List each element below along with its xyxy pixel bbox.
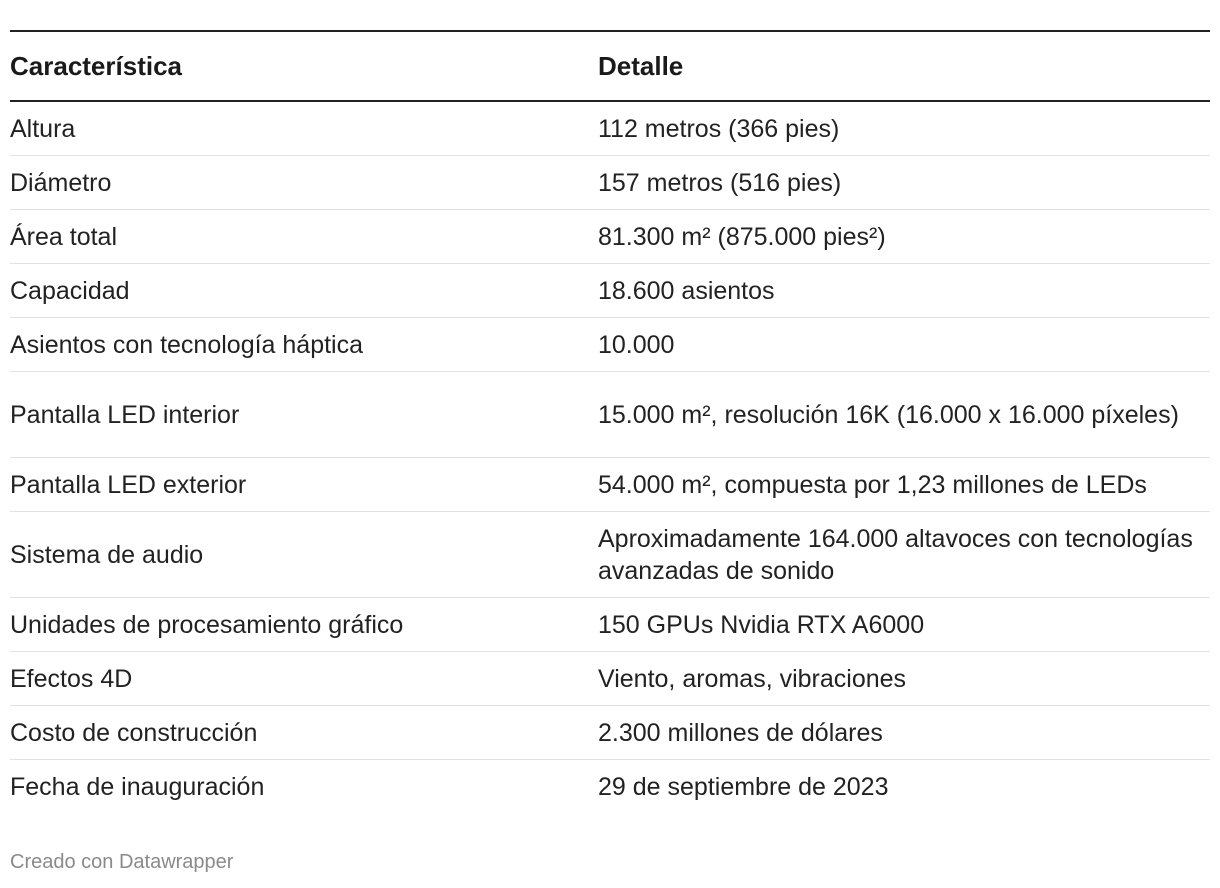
cell-detalle: 150 GPUs Nvidia RTX A6000 xyxy=(598,598,1210,652)
footer-credit[interactable]: Creado con Datawrapper xyxy=(10,851,234,873)
cell-caracteristica: Efectos 4D xyxy=(10,652,598,706)
cell-detalle: 10.000 xyxy=(598,318,1210,372)
cell-detalle: 15.000 m², resolución 16K (16.000 x 16.000 píxeles) xyxy=(598,372,1210,458)
table-row xyxy=(10,598,1210,652)
cell-caracteristica: Sistema de audio xyxy=(10,512,598,598)
cell-detalle: 157 metros (516 pies) xyxy=(598,156,1210,210)
cell-detalle: 18.600 asientos xyxy=(598,264,1210,318)
cell-detalle: 81.300 m² (875.000 pies²) xyxy=(598,210,1210,264)
cell-detalle: 2.300 millones de dólares xyxy=(598,706,1210,760)
data-table xyxy=(10,30,1210,813)
cell-detalle: 112 metros (366 pies) xyxy=(598,101,1210,156)
table-row xyxy=(10,264,1210,318)
cell-caracteristica: Pantalla LED exterior xyxy=(10,458,598,512)
table-row xyxy=(10,372,1210,458)
table-row xyxy=(10,318,1210,372)
cell-caracteristica: Costo de construcción xyxy=(10,706,598,760)
cell-caracteristica: Unidades de procesamiento gráfico xyxy=(10,598,598,652)
table-body xyxy=(10,101,1210,813)
table-row xyxy=(10,156,1210,210)
table-row xyxy=(10,512,1210,598)
cell-caracteristica: Área total xyxy=(10,210,598,264)
table-row xyxy=(10,101,1210,156)
cell-detalle: 29 de septiembre de 2023 xyxy=(598,772,889,801)
cell-caracteristica: Diámetro xyxy=(10,156,598,210)
cell-caracteristica: Fecha de inauguración xyxy=(10,772,265,801)
header-row xyxy=(10,31,1210,101)
column-header-caracteristica[interactable]: Característica xyxy=(10,31,598,101)
data-table-container xyxy=(10,30,1210,813)
column-header-detalle[interactable]: Detalle xyxy=(598,31,1210,101)
cell-caracteristica: Asientos con tecnología háptica xyxy=(10,318,598,372)
table-row xyxy=(10,210,1210,264)
cell-detalle: Aproximadamente 164.000 altavoces con tecnologías avanzadas de sonido xyxy=(598,512,1210,598)
cell-caracteristica: Pantalla LED interior xyxy=(10,372,598,458)
cell-detalle: 54.000 m², compuesta por 1,23 millones de LEDs xyxy=(598,458,1210,512)
table-row xyxy=(10,652,1210,706)
table-row xyxy=(10,706,1210,760)
cell-caracteristica: Altura xyxy=(10,101,598,156)
table-row xyxy=(10,458,1210,512)
table-header xyxy=(10,31,1210,101)
table-row xyxy=(10,760,1210,814)
cell-caracteristica: Capacidad xyxy=(10,264,598,318)
cell-detalle: Viento, aromas, vibraciones xyxy=(598,652,1210,706)
